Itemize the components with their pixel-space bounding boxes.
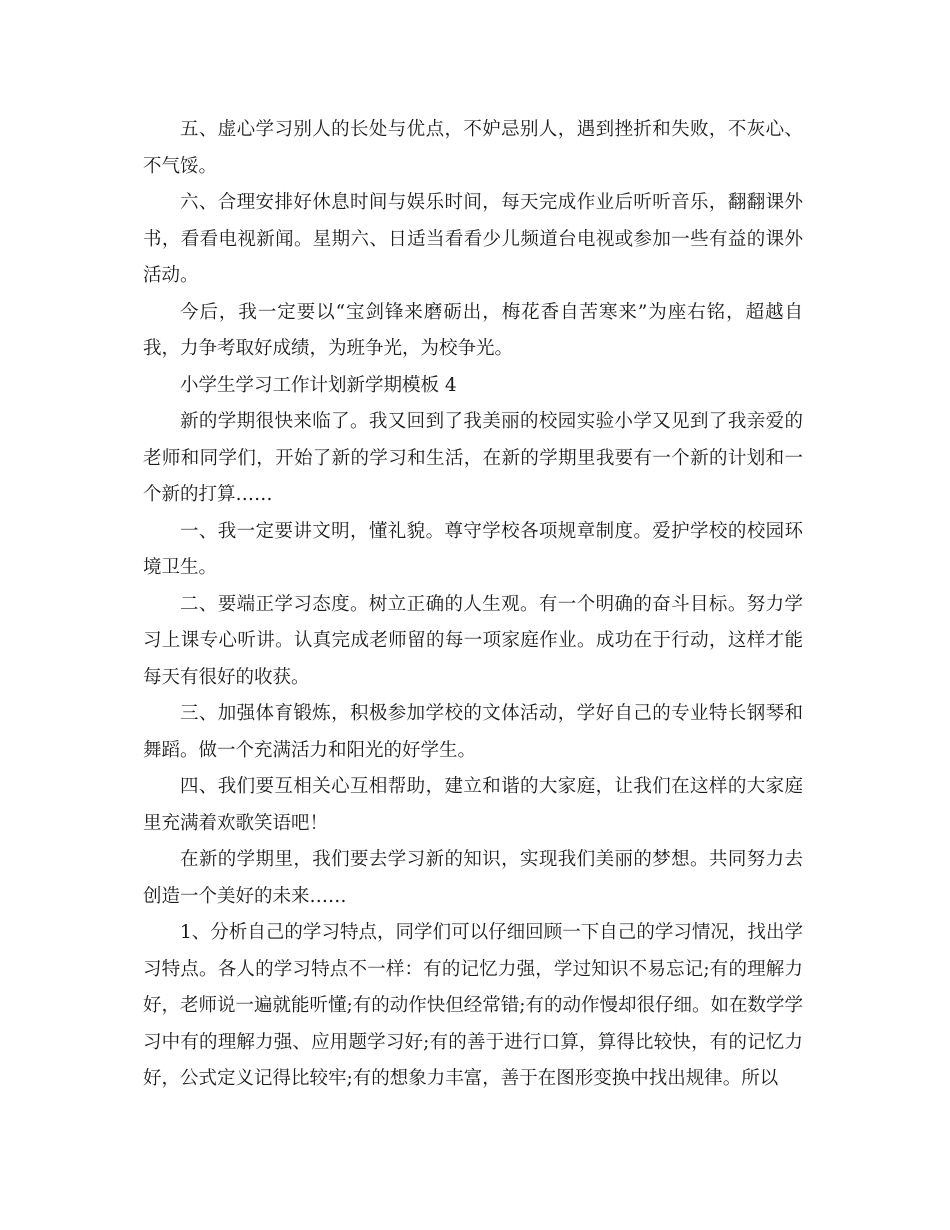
paragraph-numbered-1: 1、分析自己的学习特点，同学们可以仔细回顾一下自己的学习情况，找出学习特点。各人的学习特点不一样：有的记忆力强，学过知识不易忘记;有的理解力好，老师说一遍就能听懂;有的动作快但经常错;有的动作慢却很仔细。如在数学学习中有的理解力强、应用题学习好;有的善于进行口算，算得比较快，有的记忆力好，公式定义记得比较牢;有的想象力丰富，善于在图形变换中找出规律。所以 xyxy=(143,922,803,1089)
paragraph-summary: 在新的学期里，我们要去学习新的知识，实现我们美丽的梦想。共同努力去创造一个美好的未来…… xyxy=(143,849,803,907)
paragraph-point-2: 二、要端正学习态度。树立正确的人生观。有一个明确的奋斗目标。努力学习上课专心听讲。认真完成老师留的每一项家庭作业。成功在于行动，这样才能每天有很好的收获。 xyxy=(143,593,803,688)
paragraph-point-4: 四、我们要互相关心互相帮助，建立和谐的大家庭，让我们在这样的大家庭里充满着欢歌笑语吧！ xyxy=(143,776,803,834)
paragraph-intro: 新的学期很快来临了。我又回到了我美丽的校园实验小学又见到了我亲爱的老师和同学们，开始了新的学习和生活，在新的学期里我要有一个新的计划和一个新的打算…… xyxy=(143,411,803,505)
paragraph-point-3: 三、加强体育锻炼，积极参加学校的文体活动，学好自己的专业特长钢琴和舞蹈。做一个充满活力和阳光的好学生。 xyxy=(143,703,803,761)
paragraph-point-1: 一、我一定要讲文明，懂礼貌。尊守学校各项规章制度。爱护学校的校园环境卫生。 xyxy=(143,520,803,578)
paragraph-item-5: 五、虚心学习别人的长处与优点，不妒忌别人，遇到挫折和失败，不灰心、不气馁。 xyxy=(143,119,803,177)
paragraph-conclusion: 今后，我一定要以“宝剑锋来磨砺出，梅花香自苦寒来”为座右铭，超越自我，力争考取好成绩，为班争光，为校争光。 xyxy=(143,301,803,359)
document-body xyxy=(143,112,803,1098)
paragraph-item-6: 六、合理安排好休息时间与娱乐时间，每天完成作业后听听音乐，翻翻课外书，看看电视新闻。星期六、日适当看看少儿频道台电视或参加一些有益的课外活动。 xyxy=(143,192,803,286)
section-heading: 小学生学习工作计划新学期模板 4 xyxy=(180,374,457,396)
